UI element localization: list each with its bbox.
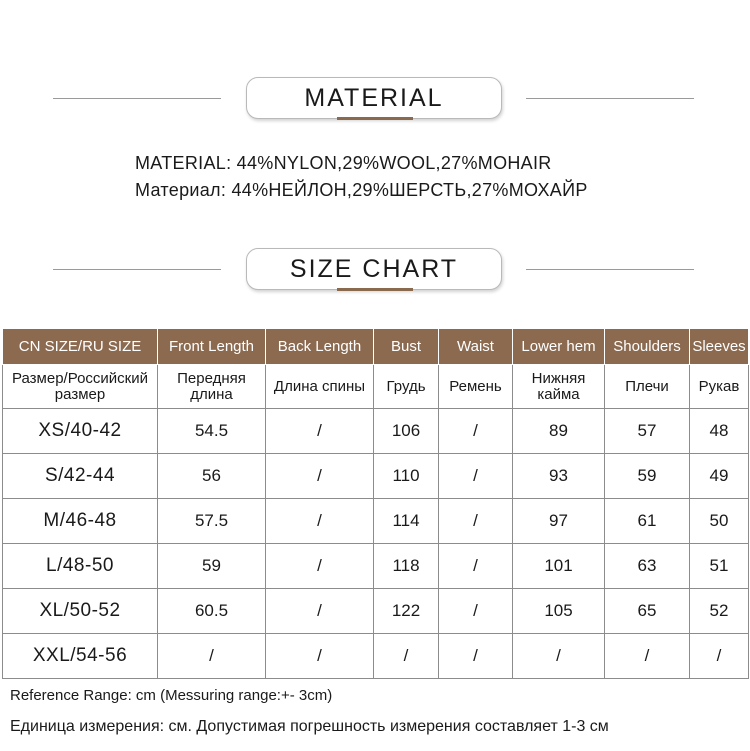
table-row: [3, 454, 749, 499]
title-underline: [337, 117, 413, 120]
table-cell: CN SIZE/RU SIZE: [3, 329, 158, 365]
table-cell: Размер/Российский размер: [3, 365, 158, 409]
material-text-en: MATERIAL: 44%NYLON,29%WOOL,27%MOHAIR: [135, 153, 552, 173]
table-cell: 50: [690, 499, 749, 544]
header-row-en: [3, 329, 749, 365]
table-cell: 60.5: [158, 589, 266, 634]
table-cell: /: [266, 409, 374, 454]
table-cell: 122: [374, 589, 439, 634]
table-row: [3, 589, 749, 634]
size-chart-title: SIZE CHART: [246, 248, 502, 290]
table-cell: 118: [374, 544, 439, 589]
table-cell: 65: [605, 589, 690, 634]
table-cell: 59: [158, 544, 266, 589]
table-cell: M/46-48: [3, 499, 158, 544]
table-cell: /: [439, 589, 513, 634]
table-cell: /: [439, 634, 513, 679]
table-cell: 54.5: [158, 409, 266, 454]
table-cell: 51: [690, 544, 749, 589]
divider-line-right: [526, 269, 694, 270]
table-cell: /: [439, 454, 513, 499]
table-cell: /: [439, 544, 513, 589]
title-underline: [337, 288, 413, 291]
table-cell: 114: [374, 499, 439, 544]
table-cell: 48: [690, 409, 749, 454]
table-cell: /: [266, 589, 374, 634]
table-cell: L/48-50: [3, 544, 158, 589]
reference-range-note-ru: Единица измерения: см. Допустимая погрешность измерения составляет 1-3 см: [10, 718, 609, 735]
table-cell: /: [266, 634, 374, 679]
table-cell: 93: [513, 454, 605, 499]
material-title: MATERIAL: [246, 77, 502, 119]
table-cell: Lower hem: [513, 329, 605, 365]
table-cell: /: [158, 634, 266, 679]
header-row-ru: [3, 365, 749, 409]
material-composition: [135, 150, 588, 204]
reference-range-note: Reference Range: cm (Messuring range:+- 3cm): [10, 687, 333, 704]
table-cell: 101: [513, 544, 605, 589]
table-cell: /: [266, 499, 374, 544]
table-cell: Front Length: [158, 329, 266, 365]
table-cell: 63: [605, 544, 690, 589]
table-cell: XS/40-42: [3, 409, 158, 454]
table-cell: XL/50-52: [3, 589, 158, 634]
table-cell: Рукав: [690, 365, 749, 409]
table-cell: 106: [374, 409, 439, 454]
table-row: [3, 499, 749, 544]
table-cell: /: [439, 409, 513, 454]
table-cell: Грудь: [374, 365, 439, 409]
table-cell: 110: [374, 454, 439, 499]
table-cell: /: [266, 454, 374, 499]
table-cell: 105: [513, 589, 605, 634]
table-cell: Bust: [374, 329, 439, 365]
table-cell: /: [374, 634, 439, 679]
table-cell: S/42-44: [3, 454, 158, 499]
table-cell: 57: [605, 409, 690, 454]
table-row: [3, 634, 749, 679]
table-cell: /: [605, 634, 690, 679]
measurement-notes: [10, 686, 609, 737]
table-cell: 89: [513, 409, 605, 454]
table-cell: 97: [513, 499, 605, 544]
material-section-header: [0, 77, 750, 121]
table-cell: Нижняя кайма: [513, 365, 605, 409]
table-cell: 61: [605, 499, 690, 544]
table-cell: 49: [690, 454, 749, 499]
table-cell: Длина спины: [266, 365, 374, 409]
table-cell: /: [690, 634, 749, 679]
divider-line-right: [526, 98, 694, 99]
table-cell: Shoulders: [605, 329, 690, 365]
table-cell: XXL/54-56: [3, 634, 158, 679]
table-cell: Back Length: [266, 329, 374, 365]
table-row: [3, 544, 749, 589]
material-text-ru: Материал: 44%НЕЙЛОН,29%ШЕРСТЬ,27%МОХАЙР: [135, 180, 588, 200]
table-cell: Плечи: [605, 365, 690, 409]
table-cell: /: [513, 634, 605, 679]
table-cell: 52: [690, 589, 749, 634]
divider-line-left: [53, 269, 221, 270]
table-cell: Ремень: [439, 365, 513, 409]
table-cell: 57.5: [158, 499, 266, 544]
table-cell: 56: [158, 454, 266, 499]
table-cell: /: [266, 544, 374, 589]
table-cell: 59: [605, 454, 690, 499]
size-chart-section-header: [0, 248, 750, 292]
table-cell: Передняя длина: [158, 365, 266, 409]
table-cell: Waist: [439, 329, 513, 365]
table-row: [3, 409, 749, 454]
table-cell: /: [439, 499, 513, 544]
divider-line-left: [53, 98, 221, 99]
table-cell: Sleeves: [690, 329, 749, 365]
size-chart-table: [2, 328, 749, 679]
